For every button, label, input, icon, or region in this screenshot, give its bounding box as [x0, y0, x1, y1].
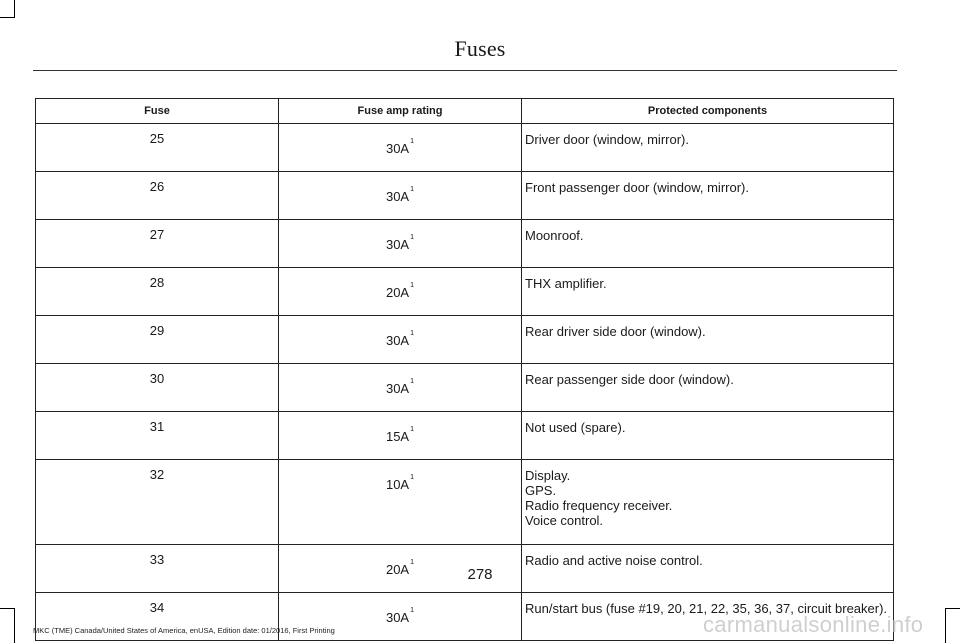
amp-value: 30A [385, 610, 410, 625]
amp-value: 10A [385, 477, 410, 492]
amp-value: 20A [385, 562, 410, 577]
footnote-marker: 1 [410, 559, 415, 566]
crop-mark [0, 17, 15, 18]
component-line: Radio frequency receiver. [525, 498, 673, 513]
protected-components [522, 268, 894, 316]
amp-value: 30A [385, 381, 410, 396]
component-line: GPS. [525, 483, 557, 498]
fuse-amp-rating [279, 220, 522, 268]
fuse-amp-rating [279, 316, 522, 364]
component-line: Driver door (window, mirror). [525, 132, 689, 147]
title-divider [33, 70, 897, 71]
footnote-marker: 1 [410, 282, 415, 289]
crop-mark [14, 608, 15, 643]
crop-mark [14, 0, 15, 17]
fuse-amp-rating [279, 124, 522, 172]
component-line: Rear driver side door (window). [525, 324, 706, 339]
table-row [36, 268, 894, 316]
footnote-marker: 1 [410, 607, 415, 614]
footer-edition-info: MKC (TME) Canada/United States of America, enUSA, Edition date: 01/2016, First Printing [33, 626, 335, 635]
table-row [36, 316, 894, 364]
protected-components [522, 316, 894, 364]
fuse-number: 30 [36, 364, 279, 412]
footnote-marker: 1 [410, 186, 415, 193]
crop-mark [945, 608, 946, 643]
crop-mark [0, 608, 15, 609]
footnote-marker: 1 [410, 426, 415, 433]
table-header-row [36, 99, 894, 124]
component-line: Voice control. [525, 513, 604, 528]
footnote-marker: 1 [410, 474, 415, 481]
table-row [36, 364, 894, 412]
protected-components [522, 412, 894, 460]
column-header-protected-components: Protected components [522, 99, 894, 124]
table-row [36, 172, 894, 220]
fuse-amp-rating [279, 412, 522, 460]
footnote-marker: 1 [410, 378, 415, 385]
fuse-amp-rating [279, 268, 522, 316]
fuse-amp-rating [279, 364, 522, 412]
column-header-amp-rating: Fuse amp rating [279, 99, 522, 124]
fuse-number: 29 [36, 316, 279, 364]
amp-value: 30A [385, 333, 410, 348]
amp-value: 20A [385, 285, 410, 300]
fuse-number: 26 [36, 172, 279, 220]
amp-value: 30A [385, 141, 410, 156]
fuse-number: 28 [36, 268, 279, 316]
protected-components [522, 124, 894, 172]
page-number: 278 [467, 566, 493, 583]
watermark-text: carmanualsonline.info [703, 612, 924, 637]
column-header-fuse: Fuse [36, 99, 279, 124]
component-line: THX amplifier. [525, 276, 607, 291]
fuse-number: 25 [36, 124, 279, 172]
table-row [36, 220, 894, 268]
crop-mark [945, 608, 960, 609]
footnote-marker: 1 [410, 138, 415, 145]
footnote-marker: 1 [410, 330, 415, 337]
table-row [36, 460, 894, 545]
component-line: Display. [525, 468, 571, 483]
table-row [36, 124, 894, 172]
fuse-number: 34 [36, 593, 279, 641]
protected-components [522, 172, 894, 220]
protected-components [522, 364, 894, 412]
fuse-table [35, 98, 894, 641]
component-line: Moonroof. [525, 228, 584, 243]
component-line: Radio and active noise control. [525, 553, 703, 568]
fuse-number: 31 [36, 412, 279, 460]
fuse-amp-rating [279, 172, 522, 220]
component-line: Not used (spare). [525, 420, 626, 435]
component-line: Run/start bus (fuse #19, 20, 21, 22, 35, 36, 37, circuit breaker). [525, 601, 888, 616]
protected-components [522, 220, 894, 268]
amp-value: 30A [385, 189, 410, 204]
amp-value: 15A [385, 429, 410, 444]
footnote-marker: 1 [410, 234, 415, 241]
fuse-number: 32 [36, 460, 279, 545]
component-line: Front passenger door (window, mirror). [525, 180, 749, 195]
protected-components [522, 460, 894, 545]
component-line: Rear passenger side door (window). [525, 372, 734, 387]
amp-value: 30A [385, 237, 410, 252]
table-row [36, 412, 894, 460]
fuse-number: 27 [36, 220, 279, 268]
page-title: Fuses [454, 36, 506, 61]
fuse-amp-rating [279, 460, 522, 545]
fuse-number: 33 [36, 545, 279, 593]
